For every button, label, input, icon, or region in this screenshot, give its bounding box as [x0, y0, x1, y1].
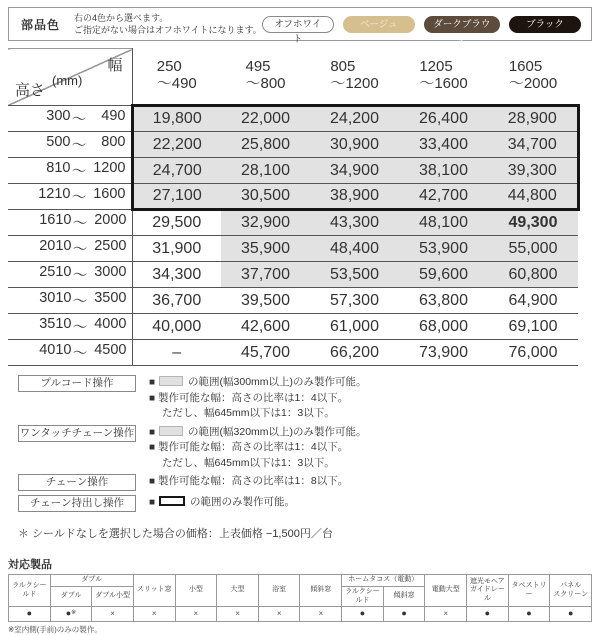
note-label-chain: チェーン操作: [18, 474, 136, 491]
square-bullet-icon: ■: [149, 392, 156, 404]
color-chip-list: [262, 16, 581, 45]
table-row: [8, 158, 578, 184]
prod-value-panel-screen: ●: [550, 607, 592, 621]
prod-value-ht-larc-shield: ●: [342, 607, 384, 621]
table-row: [8, 262, 578, 288]
price-cell: 53,500: [310, 262, 399, 288]
shield-price-note: ＊ シールドなしを選択した場合の価格：上表価格 −1,500円／台: [18, 528, 333, 540]
price-cell: 29,500: [132, 210, 221, 236]
price-cell: 34,900: [310, 158, 399, 184]
gray-range-swatch-icon: [159, 376, 183, 386]
price-cell: 60,800: [488, 262, 578, 288]
prod-col-double: ダブル: [50, 586, 92, 607]
width-axis-label: 幅: [107, 57, 123, 74]
col-header-250-490: 250 ～490: [132, 49, 221, 106]
prod-value-ht-slanted-window: ●: [383, 607, 425, 621]
height-range-label: 2510 ～ 3000: [8, 262, 132, 288]
price-cell: 43,300: [310, 210, 399, 236]
price-cell: 63,800: [399, 288, 488, 314]
prod-value-double: ●※: [50, 607, 92, 621]
prod-col-small: 小型: [175, 575, 217, 607]
color-chip-offwhite: オフホワイト: [262, 16, 334, 33]
price-cell: 42,600: [221, 314, 310, 340]
prod-value-electric-large: ×: [425, 607, 467, 621]
note-chain-extension: チェーン持出し操作 ■ の範囲のみ製作可能。: [18, 495, 600, 512]
prod-col-bathroom: 浴室: [258, 575, 300, 607]
price-cell: 28,100: [221, 158, 310, 184]
price-cell: 32,900: [221, 210, 310, 236]
price-cell: 30,900: [310, 132, 399, 158]
part-color-section: [8, 7, 592, 45]
price-cell: 64,900: [488, 288, 578, 314]
price-cell: 49,300: [488, 210, 578, 236]
square-bullet-icon: ■: [149, 497, 156, 508]
price-cell: 19,800: [132, 106, 221, 132]
height-range-label: 300 ～ 490: [8, 106, 132, 132]
note-chain: チェーン操作 ■ 製作可能な幅：高さの比率は1：8以下。: [18, 474, 600, 491]
price-cell: 31,900: [132, 236, 221, 262]
prod-col-panel-screen: パネル スクリーン: [550, 575, 592, 607]
prod-col-ht-larc-shield: ラルクシールド: [342, 586, 384, 607]
price-cell: 37,700: [221, 262, 310, 288]
square-bullet-icon: ■: [149, 442, 156, 453]
height-range-label: 3010 ～ 3500: [8, 288, 132, 314]
price-table-header-row: [8, 49, 578, 106]
table-row: [8, 132, 578, 158]
part-color-desc-line1: 右の4色から選べます。: [74, 12, 169, 23]
col-header-805-1200: 805 ～1200: [310, 49, 399, 106]
square-bullet-icon: ■: [149, 377, 156, 388]
price-cell: 33,400: [399, 132, 488, 158]
price-cell: 55,000: [488, 236, 578, 262]
prod-col-larc-shield: ラルクシールド: [9, 575, 51, 607]
price-cell: 34,700: [488, 132, 578, 158]
prod-col-large: 大型: [217, 575, 259, 607]
price-cell: 25,800: [221, 132, 310, 158]
prod-value-shading-mohair: ●: [467, 607, 509, 621]
price-cell: 48,100: [399, 210, 488, 236]
prod-value-larc-shield: ●: [9, 607, 51, 621]
height-range-label: 3510 ～ 4000: [8, 314, 132, 340]
price-cell: –: [132, 340, 221, 366]
price-cell: 24,200: [310, 106, 399, 132]
compatible-products-title: 対応製品: [8, 559, 52, 571]
price-cell: 38,900: [310, 184, 399, 210]
col-header-1605-2000: 1605 ～2000: [488, 49, 578, 106]
height-range-label: 810 ～ 1200: [8, 158, 132, 184]
price-cell: 76,000: [488, 340, 578, 366]
prod-col-ht-slanted-window: 傾斜窓: [383, 586, 425, 607]
price-cell: 38,100: [399, 158, 488, 184]
part-color-desc-line2: ご指定がない場合はオフホワイトになります。: [74, 25, 262, 35]
price-cell: 22,000: [221, 106, 310, 132]
price-cell: 39,300: [488, 158, 578, 184]
height-range-label: 500 ～ 800: [8, 132, 132, 158]
height-axis-label: 高さ: [15, 82, 46, 99]
price-cell: 53,900: [399, 236, 488, 262]
compatible-products-table: [8, 574, 592, 622]
price-cell: 57,300: [310, 288, 399, 314]
col-header-1205-1600: 1205 ～1600: [399, 49, 488, 106]
price-cell: 40,000: [132, 314, 221, 340]
prod-value-large: ×: [217, 607, 259, 621]
price-cell: 30,500: [221, 184, 310, 210]
price-cell: 26,400: [399, 106, 488, 132]
prod-value-slanted-window: ×: [300, 607, 342, 621]
height-range-label: 4010 ～ 4500: [8, 340, 132, 366]
operation-notes: [18, 375, 600, 512]
axis-corner-cell: [8, 49, 132, 106]
prod-col-double-small: ダブル小型: [92, 586, 134, 607]
table-row: [8, 106, 578, 132]
price-cell: 45,700: [221, 340, 310, 366]
prod-col-shading-mohair: 遮光モヘア ガイドレール: [467, 575, 509, 607]
note-pull-cord: プルコード操作 ■ の範囲(幅300mm以上)のみ製作可能。 ■ 製作可能な幅：高さの比率は1：4以下。 ただし、幅645mm以下は1：3以下。: [18, 375, 600, 421]
prod-value-double-small: ×: [92, 607, 134, 621]
price-cell: 48,400: [310, 236, 399, 262]
part-color-description: [74, 12, 262, 36]
outlined-range-swatch-icon: [159, 496, 185, 506]
gray-range-swatch-icon: [159, 426, 183, 436]
price-cell: 24,700: [132, 158, 221, 184]
price-cell: 39,500: [221, 288, 310, 314]
note-label-pull-cord: プルコード操作: [18, 375, 136, 392]
table-row: [8, 314, 578, 340]
price-cell: 68,000: [399, 314, 488, 340]
color-chip-black: ブラック: [509, 16, 581, 33]
price-cell: 66,200: [310, 340, 399, 366]
height-range-label: 1210 ～ 1600: [8, 184, 132, 210]
price-table: [8, 48, 580, 366]
price-cell: 44,800: [488, 184, 578, 210]
prod-col-tapestry: タペストリー: [508, 575, 550, 607]
color-chip-darkbrown: ダークブラウン: [424, 16, 500, 33]
prod-value-slit-window: ×: [133, 607, 175, 621]
table-row: [9, 575, 592, 587]
table-row: [8, 288, 578, 314]
compatible-products-section: [8, 556, 592, 635]
table-row: [9, 607, 592, 621]
part-color-label: 部品色: [21, 17, 61, 32]
price-cell: 69,100: [488, 314, 578, 340]
table-row: [8, 210, 578, 236]
price-cell: 28,900: [488, 106, 578, 132]
unit-label: (mm): [52, 73, 83, 88]
height-range-label: 2010 ～ 2500: [8, 236, 132, 262]
note-label-chain-extension: チェーン持出し操作: [18, 495, 136, 512]
price-cell: 27,100: [132, 184, 221, 210]
prod-col-electric-large: 電動大型: [425, 575, 467, 607]
prod-group-home-tacos: ホームタコス（電動）: [342, 575, 425, 587]
price-cell: 35,900: [221, 236, 310, 262]
prod-col-slanted-window: 傾斜窓: [300, 575, 342, 607]
prod-col-slit-window: スリット窓: [133, 575, 175, 607]
price-cell: 34,300: [132, 262, 221, 288]
prod-group-double: ダブル: [50, 575, 133, 587]
price-cell: 73,900: [399, 340, 488, 366]
prod-value-bathroom: ×: [258, 607, 300, 621]
price-cell: 59,600: [399, 262, 488, 288]
products-footnote: ※室内側(手前)のみの製作。: [8, 624, 102, 634]
height-range-label: 1610 ～ 2000: [8, 210, 132, 236]
square-bullet-icon: ■: [149, 476, 156, 487]
price-cell: 22,200: [132, 132, 221, 158]
color-chip-beige: ベージュ: [343, 16, 415, 33]
price-cell: 61,000: [310, 314, 399, 340]
table-row: [8, 236, 578, 262]
prod-value-small: ×: [175, 607, 217, 621]
col-header-495-800: 495 ～800: [221, 49, 310, 106]
table-row: [8, 184, 578, 210]
note-one-touch-chain: ワンタッチチェーン操作 ■ の範囲(幅320mm以上)のみ製作可能。 ■ 製作可能な幅：高さの比率は1：4以下。 ただし、幅645mm以下は1：3以下。: [19, 425, 367, 469]
table-row: [8, 340, 578, 366]
square-bullet-icon: ■: [149, 426, 156, 438]
note-label-one-touch-chain: ワンタッチチェーン操作: [18, 425, 136, 442]
prod-value-tapestry: ●: [508, 607, 550, 621]
price-cell: 36,700: [132, 288, 221, 314]
price-cell: 42,700: [399, 184, 488, 210]
